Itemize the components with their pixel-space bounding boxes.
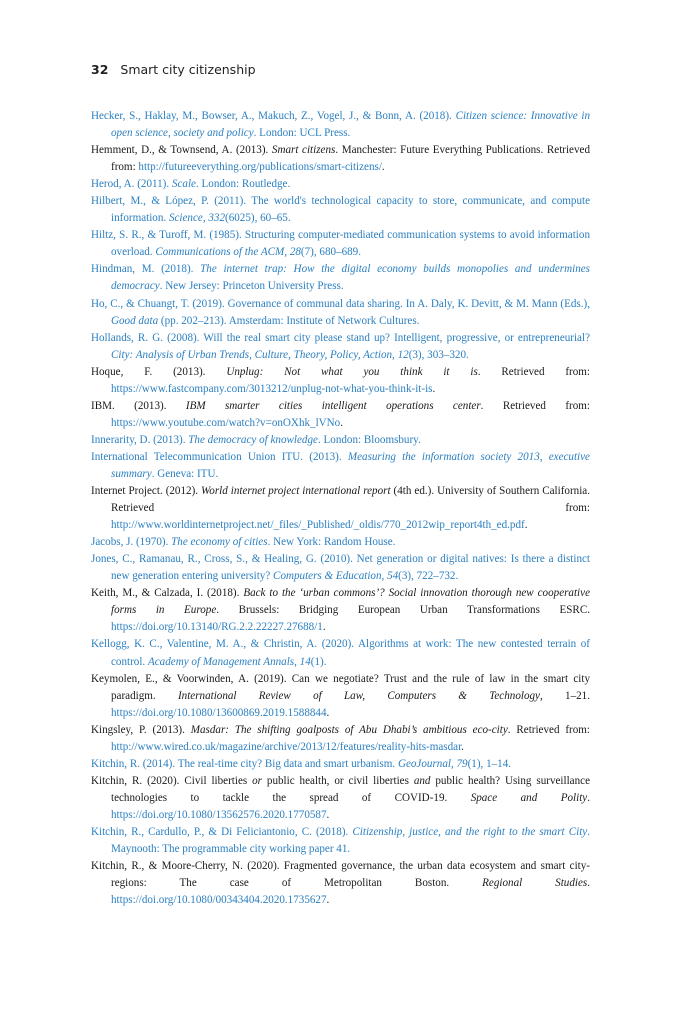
reference-italic-text: Regional Studies [482,877,588,890]
reference-text: Hiltz, S. R., & Turoff, M. (1985). Structuring computer-mediated communication systems to avoid information overload. [91,229,590,259]
reference-entry [91,722,590,756]
reference-text: (1). [310,655,327,668]
reference-text: . [432,382,436,395]
reference-text: , [450,757,457,770]
reference-italic-text: Communications of the ACM [155,246,285,259]
reference-italic-text: Space and Polity [470,791,588,804]
running-title: Smart city citizenship [120,62,256,77]
reference-text: (pp. 202–213). Amsterdam: Institute of Network Cultures. [158,314,420,327]
reference-text: Hilbert, M., & López, P. (2011). The world's technological capacity to store, communicate, and compute information. [91,195,590,225]
reference-italic-text: The democracy of knowledge [188,433,318,446]
reference-entry [91,176,590,193]
reference-text: public health? Using surveillance technologies to tackle the spread of COVID-19. [111,774,590,804]
reference-text: . New Jersey: Princeton University Press. [159,280,344,293]
reference-entry [91,296,590,330]
reference-text: . Maynooth: The programmable city working paper 41. [111,825,590,856]
reference-text: . London: Routledge. [195,178,291,191]
reference-italic-text: The internet trap: How the digital economy builds monopolies and undermines democracy [111,263,590,293]
reference-text: . [461,740,464,753]
reference-entry [91,671,590,722]
reference-text: (1), 1–14. [467,757,512,770]
reference-text: . Brussels: Bridging European Urban Transformations ESRC. [216,604,590,617]
reference-italic-text: Masdar: The shifting goalposts of Abu Dhabi’s ambitious eco-city [190,723,508,736]
reference-entry [91,449,590,483]
reference-entry [91,432,590,449]
reference-italic-text: 332 [208,212,225,225]
reference-text: , 1–21. [539,689,590,702]
reference-text: . Manchester: Future Everything Publications. Retrieved from: [111,144,590,174]
reference-text: Internet Project. (2012). [91,485,202,498]
reference-italic-text: Back to the ‘urban commons’? Social innovation thorough new cooperative forms in Europe [111,587,590,617]
reference-text: Innerarity, D. (2013). [91,433,189,446]
reference-text: Ho, C., & Chuangt, T. (2019). Governance of communal data sharing. In A. Daly, K. Devitt, & M. Mann (Eds.), [91,297,590,310]
reference-entry [91,261,590,295]
reference-text: , [392,348,398,361]
reference-text: . [326,894,330,907]
reference-italic-text: Citizen science: Innovative in open science, society and policy [111,110,590,140]
reference-text: (3), 722–732. [398,570,459,583]
reference-entry [91,108,590,142]
reference-text: . New York: Random House. [267,536,396,549]
reference-text: Jacobs, J. (1970). [91,536,172,549]
reference-text: Kitchin, R. (2020). Civil liberties [91,774,253,787]
reference-text: Kellogg, K. C., Valentine, M. A., & Christin, A. (2020). Algorithms at work: The new contested terrain of control. [91,638,590,668]
reference-entry [91,142,590,176]
reference-italic-text: Computers & Education [273,570,382,583]
reference-text: Hoque, F. (2013). [91,365,227,378]
reference-entry [91,756,590,773]
reference-text: . [524,519,528,532]
reference-text: Keith, M., & Calzada, I. (2018). [91,587,244,600]
reference-text: . [381,161,385,174]
reference-entry [91,858,590,909]
reference-text: , [381,570,388,583]
reference-entry [91,193,590,227]
reference-italic-text: IBM smarter cities intelligent operations center [185,399,481,412]
reference-url-link[interactable]: https://doi.org/10.1080/13562576.2020.1770587 [111,808,327,821]
reference-text: . Retrieved from: [507,723,591,736]
reference-url-link[interactable]: https://doi.org/10.1080/00343404.2020.1735627 [111,894,327,907]
reference-url-link[interactable]: http://futureeverything.org/publications/smart-citizens/ [138,161,382,174]
reference-text: . [322,621,326,634]
reference-entry [91,534,590,551]
reference-italic-text: City: Analysis of Urban Trends, Culture, Theory, Policy, Action [111,348,393,361]
reference-list [91,108,590,909]
reference-italic-text: International Review of Law, Computers & Technology [177,689,540,702]
reference-entry [91,364,590,398]
reference-text: Hollands, R. G. (2008). Will the real smart city please stand up? Intelligent, progressive, or entrepreneurial? [91,331,590,344]
reference-text: . London: Bloomsbury. [317,433,421,446]
reference-text: Jones, C., Ramanau, R., Cross, S., & Healing, G. (2010). Net generation or digital natives: Is there a distinct new generation entering university? [91,553,590,583]
reference-text: , [294,655,300,668]
reference-text: (4th ed.). University of Southern California. Retrieved from: [111,485,590,515]
reference-italic-text: 12 [397,348,409,361]
reference-text: , [284,246,290,259]
reference-entry [91,330,590,364]
reference-text: IBM. (2013). [91,399,186,412]
reference-url-link[interactable]: https://doi.org/10.1080/13600869.2019.1588844 [111,706,327,719]
reference-entry [91,773,590,824]
reference-italic-text: or [252,774,262,787]
reference-italic-text: Academy of Management Annals [147,655,295,668]
reference-url-link[interactable]: https://doi.org/10.13140/RG.2.2.22227.27688/1 [111,621,323,634]
reference-italic-text: World internet project international report [201,485,391,498]
reference-italic-text: 28 [289,246,301,259]
reference-entry [91,824,590,858]
reference-italic-text: 14 [299,655,311,668]
reference-url-link[interactable]: http://www.wired.co.uk/magazine/archive/2013/12/features/reality-hits-masdar [111,740,462,753]
reference-url-link[interactable]: https://www.fastcompany.com/3013212/unplug-not-what-you-think-it-is [111,382,433,395]
reference-text: Kingsley, P. (2013). [91,723,191,736]
reference-entry [91,585,590,636]
reference-entry [91,636,590,670]
reference-text: . [587,877,590,890]
reference-italic-text: 54 [387,570,399,583]
reference-text: public health, or civil liberties [261,774,414,787]
reference-text: Herod, A. (2011). [91,178,172,191]
reference-text: Hemment, D., & Townsend, A. (2013). [91,144,272,157]
reference-italic-text: and [413,774,431,787]
reference-entry [91,551,590,585]
reference-text: Kitchin, R., Cardullo, P., & Di Feliciantonio, C. (2018). [91,825,353,838]
reference-italic-text: Unplug: Not what you think it is [226,365,478,378]
reference-italic-text: Science [168,212,203,225]
reference-text: International Telecommunication Union ITU. (2013). [91,450,348,463]
reference-url-link[interactable]: http://www.worldinternetproject.net/_files/_Published/_oldis/770_2012wip_report4th_ed.pdf [111,519,525,532]
reference-italic-text: The economy of cities [171,536,268,549]
reference-text: . Retrieved from: [477,365,591,378]
reference-text: (3), 303–320. [408,348,469,361]
page-number: 32 [91,62,109,77]
reference-italic-text: 79 [456,757,468,770]
reference-text: . Retrieved from: [480,399,590,412]
reference-text: (7), 680–689. [300,246,362,259]
reference-italic-text: Smart citizens [271,144,336,157]
reference-text: Kitchin, R., & Moore-Cherry, N. (2020). Fragmented governance, the urban data ecosystem and smart city-regions: The case of Metropolitan Boston. [91,860,590,890]
reference-text: Hecker, S., Haklay, M., Bowser, A., Makuch, Z., Vogel, J., & Bonn, A. (2018). [91,110,456,122]
reference-text: Kitchin, R. (2014). The real-time city? Big data and smart urbanism. [91,757,398,770]
reference-italic-text: Scale [171,178,196,191]
reference-italic-text: Good data [111,314,159,327]
reference-entry [91,398,590,432]
running-header [91,62,256,77]
reference-text: , [202,212,209,225]
reference-text: . [326,808,330,821]
reference-text: Keymolen, E., & Voorwinden, A. (2019). Can we negotiate? Trust and the rule of law in the smart city paradigm. [91,672,590,702]
reference-text: . [340,416,344,429]
reference-italic-text: Citizenship, justice, and the right to the smart City [352,825,588,838]
reference-italic-text: GeoJournal [397,757,451,770]
reference-entry [91,483,590,534]
reference-text: . Geneva: ITU. [151,467,219,480]
reference-text: . London: UCL Press. [253,127,351,140]
reference-url-link[interactable]: https://www.youtube.com/watch?v=onOXhk_lVNo [111,416,341,429]
reference-text: . [587,791,590,804]
reference-italic-text: Measuring the information society 2013, executive summary [111,450,590,480]
reference-text: . [326,706,330,719]
reference-text: Hindman, M. (2018). [91,263,201,276]
reference-entry [91,227,590,261]
reference-text: (6025), 60–65. [225,212,291,225]
